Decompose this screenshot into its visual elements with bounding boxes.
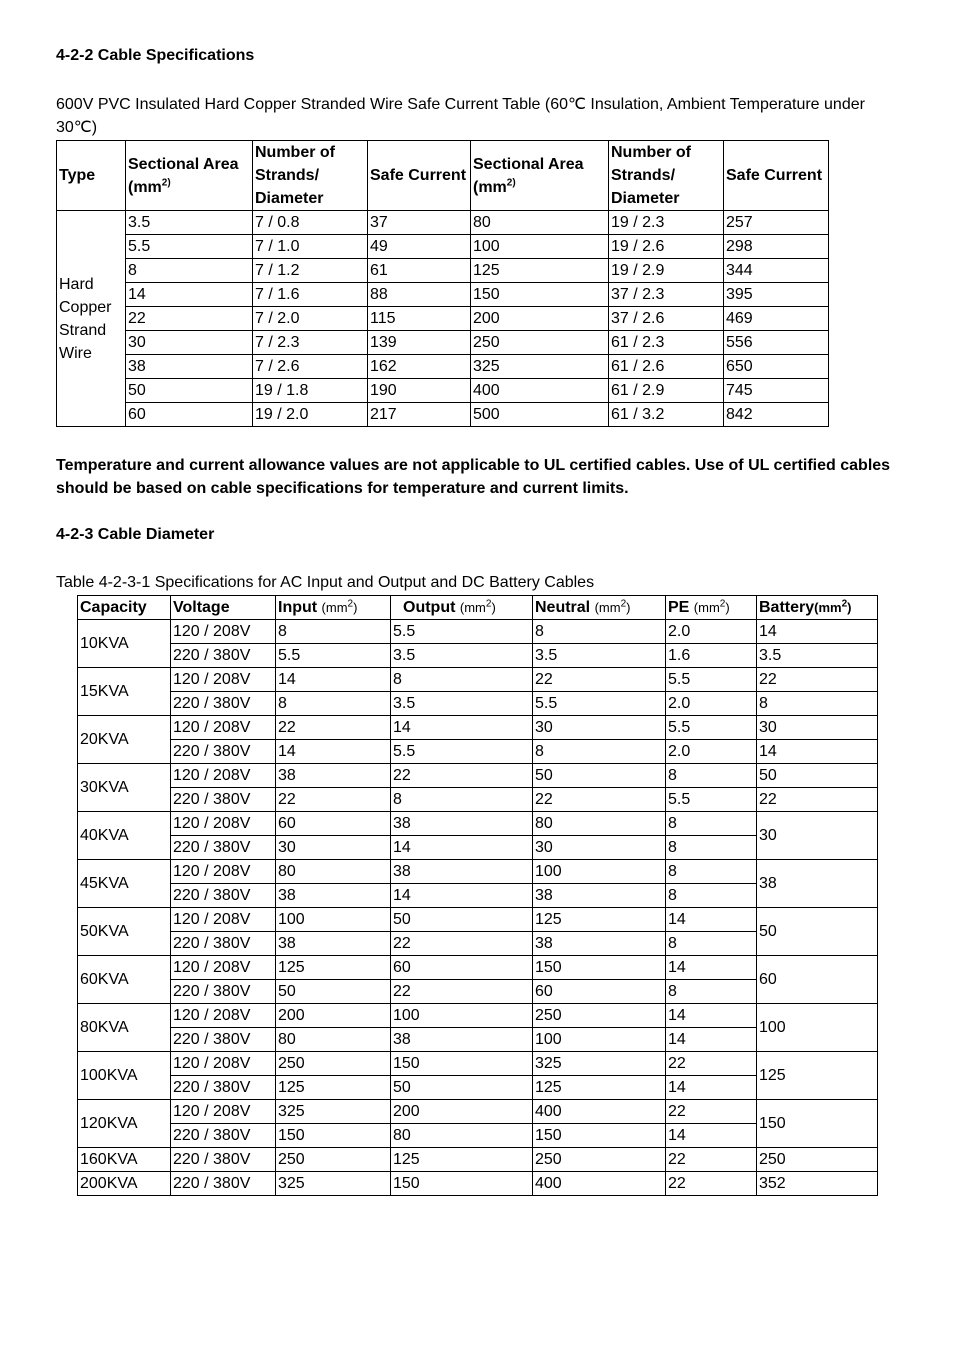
header-pe: PE $(mm^2)$: [666, 596, 757, 620]
table-cell: 60: [533, 980, 666, 1004]
table-cell: 61 / 3.2: [609, 403, 724, 427]
table-cell: 14: [391, 884, 533, 908]
table-cell: 7 / 0.8: [253, 211, 368, 235]
table-cell: 250: [276, 1148, 391, 1172]
table-cell: 14: [391, 836, 533, 860]
table-row: [57, 355, 829, 379]
table-cell: 22: [276, 788, 391, 812]
table-cell: 344: [724, 259, 829, 283]
voltage-cell: 220 / 380V: [171, 788, 276, 812]
table-cell: 7 / 1.6: [253, 283, 368, 307]
table-row: [78, 620, 878, 644]
table-cell: 22: [276, 716, 391, 740]
cable-diameter-table: [77, 595, 878, 1196]
table-cell: 100: [533, 1028, 666, 1052]
battery-cell: 30: [757, 812, 878, 860]
table-cell: 38: [126, 355, 253, 379]
table-cell: 19 / 2.3: [609, 211, 724, 235]
table-cell: 162: [368, 355, 471, 379]
capacity-cell: 30KVA: [78, 764, 171, 812]
table-cell: 8: [533, 740, 666, 764]
table-row: [78, 764, 878, 788]
table-row: [78, 812, 878, 836]
table-cell: 14: [666, 1004, 757, 1028]
capacity-cell: 15KVA: [78, 668, 171, 716]
table-cell: 125: [533, 1076, 666, 1100]
capacity-cell: 80KVA: [78, 1004, 171, 1052]
voltage-cell: 220 / 380V: [171, 1028, 276, 1052]
header-sectional-area: Sectional Area ($mm^{2)}$: [126, 141, 253, 211]
table-cell: 80: [276, 1028, 391, 1052]
capacity-cell: 200KVA: [78, 1172, 171, 1196]
table-cell: 5.5: [666, 788, 757, 812]
table-cell: 14: [757, 620, 878, 644]
table-cell: 38: [391, 860, 533, 884]
table-row: [57, 283, 829, 307]
table-cell: 325: [533, 1052, 666, 1076]
table-cell: 150: [533, 956, 666, 980]
voltage-cell: 220 / 380V: [171, 1148, 276, 1172]
table-cell: 125: [276, 956, 391, 980]
voltage-cell: 120 / 208V: [171, 860, 276, 884]
table-cell: 139: [368, 331, 471, 355]
table-cell: 3.5: [757, 644, 878, 668]
table-cell: 7 / 1.0: [253, 235, 368, 259]
table-cell: 30: [126, 331, 253, 355]
header-battery: $Battery(mm^2)$: [757, 596, 878, 620]
table-cell: 50: [533, 764, 666, 788]
table-cell: 80: [276, 860, 391, 884]
table-cell: 200: [391, 1100, 533, 1124]
table-cell: 38: [391, 812, 533, 836]
table-cell: 352: [757, 1172, 878, 1196]
table-cell: 250: [276, 1052, 391, 1076]
table-cell: 7 / 2.6: [253, 355, 368, 379]
table-cell: 19 / 1.8: [253, 379, 368, 403]
voltage-cell: 120 / 208V: [171, 1100, 276, 1124]
table-cell: 60: [391, 956, 533, 980]
table-cell: 250: [757, 1148, 878, 1172]
table-cell: 325: [276, 1100, 391, 1124]
table-row: [57, 379, 829, 403]
voltage-cell: 220 / 380V: [171, 1124, 276, 1148]
table-caption-safe-current: 600V PVC Insulated Hard Copper Stranded Wire Safe Current Table (60℃ Insulation, Ambient Temperature under 30℃): [56, 96, 865, 136]
table-cell: 7 / 2.3: [253, 331, 368, 355]
table-cell: 8: [666, 836, 757, 860]
table-cell: 80: [533, 812, 666, 836]
table-cell: 8: [391, 668, 533, 692]
table-cell: 3.5: [391, 692, 533, 716]
table-cell: 22: [757, 788, 878, 812]
table-cell: 61 / 2.3: [609, 331, 724, 355]
capacity-cell: 40KVA: [78, 812, 171, 860]
table-cell: 2.0: [666, 692, 757, 716]
table-cell: 38: [533, 884, 666, 908]
capacity-cell: 160KVA: [78, 1148, 171, 1172]
table-row: [78, 1172, 878, 1196]
table-cell: 19 / 2.9: [609, 259, 724, 283]
table-cell: 8: [666, 764, 757, 788]
voltage-cell: 120 / 208V: [171, 716, 276, 740]
capacity-cell: 45KVA: [78, 860, 171, 908]
table-cell: 22: [666, 1100, 757, 1124]
section-heading-cable-specifications: 4-2-2 Cable Specifications: [56, 47, 255, 64]
table-cell: 30: [533, 836, 666, 860]
table-cell: 37 / 2.6: [609, 307, 724, 331]
table-cell: 650: [724, 355, 829, 379]
table-cell: 150: [533, 1124, 666, 1148]
header-capacity: Capacity: [78, 596, 171, 620]
header-safe-current-2: Safe Current: [724, 141, 829, 211]
table-cell: 250: [533, 1004, 666, 1028]
table-row: [78, 644, 878, 668]
table-cell: 38: [276, 764, 391, 788]
table-cell: 100: [391, 1004, 533, 1028]
voltage-cell: 220 / 380V: [171, 884, 276, 908]
table-cell: 8: [666, 932, 757, 956]
table-cell: 7 / 1.2: [253, 259, 368, 283]
table-row: [57, 403, 829, 427]
capacity-cell: 20KVA: [78, 716, 171, 764]
table-cell: 7 / 2.0: [253, 307, 368, 331]
header-type: Type: [57, 141, 126, 211]
table-cell: 19 / 2.6: [609, 235, 724, 259]
header-neutral: Neutral $(mm^2)$: [533, 596, 666, 620]
table-row: [57, 259, 829, 283]
table-cell: 30: [533, 716, 666, 740]
table-row: [78, 740, 878, 764]
table-cell: 2.0: [666, 620, 757, 644]
battery-cell: 50: [757, 908, 878, 956]
table-cell: 22: [391, 764, 533, 788]
table-cell: 5.5: [533, 692, 666, 716]
table-cell: 22: [666, 1172, 757, 1196]
table-cell: 61 / 2.9: [609, 379, 724, 403]
table-cell: 61 / 2.6: [609, 355, 724, 379]
table-cell: 150: [276, 1124, 391, 1148]
table-cell: 22: [391, 980, 533, 1004]
table-cell: 8: [276, 620, 391, 644]
table-cell: 257: [724, 211, 829, 235]
table-cell: 125: [471, 259, 609, 283]
table-cell: 100: [533, 860, 666, 884]
table-cell: 8: [666, 812, 757, 836]
voltage-cell: 120 / 208V: [171, 956, 276, 980]
voltage-cell: 120 / 208V: [171, 1052, 276, 1076]
table-row: [78, 716, 878, 740]
table-cell: 395: [724, 283, 829, 307]
table-cell: 49: [368, 235, 471, 259]
header-input: Input $(mm^2)$: [276, 596, 391, 620]
voltage-cell: 220 / 380V: [171, 980, 276, 1004]
table-cell: 50: [276, 980, 391, 1004]
header-sectional-area-2: Sectional Area ($mm^{2)}$: [471, 141, 609, 211]
table-cell: 88: [368, 283, 471, 307]
table-cell: 22: [666, 1148, 757, 1172]
table-cell: 22: [126, 307, 253, 331]
table-header-row: [57, 141, 829, 211]
voltage-cell: 220 / 380V: [171, 692, 276, 716]
table-cell: 2.0: [666, 740, 757, 764]
table-cell: 14: [391, 716, 533, 740]
table-cell: 8: [533, 620, 666, 644]
table-cell: 298: [724, 235, 829, 259]
table-row: [57, 307, 829, 331]
section-heading-cable-diameter: 4-2-3 Cable Diameter: [56, 526, 215, 543]
capacity-cell: 60KVA: [78, 956, 171, 1004]
capacity-cell: 10KVA: [78, 620, 171, 668]
table-caption-cable-specs: Table 4-2-3-1 Specifications for AC Input and Output and DC Battery Cables: [56, 574, 595, 591]
voltage-cell: 120 / 208V: [171, 812, 276, 836]
table-row: [78, 1148, 878, 1172]
table-cell: 22: [533, 668, 666, 692]
table-cell: 8: [126, 259, 253, 283]
table-cell: 37: [368, 211, 471, 235]
battery-cell: 100: [757, 1004, 878, 1052]
header-safe-current: Safe Current: [368, 141, 471, 211]
table-cell: 1.6: [666, 644, 757, 668]
table-cell: 115: [368, 307, 471, 331]
safe-current-table: [56, 140, 829, 427]
table-cell: 14: [276, 668, 391, 692]
table-row: [78, 1052, 878, 1076]
table-cell: 250: [533, 1148, 666, 1172]
table-cell: 22: [757, 668, 878, 692]
table-row: [78, 860, 878, 884]
table-cell: 14: [666, 908, 757, 932]
table-cell: 100: [276, 908, 391, 932]
voltage-cell: 220 / 380V: [171, 836, 276, 860]
table-cell: 100: [471, 235, 609, 259]
table-row: [78, 692, 878, 716]
ul-note: Temperature and current allowance values are not applicable to UL certified cables. Use of UL certified cables should be based on cable specifications for temperature and current limits.: [56, 457, 891, 497]
table-cell: 150: [391, 1172, 533, 1196]
voltage-cell: 120 / 208V: [171, 668, 276, 692]
table-cell: 8: [666, 980, 757, 1004]
voltage-cell: 220 / 380V: [171, 644, 276, 668]
table-cell: 80: [471, 211, 609, 235]
table-header-row: [78, 596, 878, 620]
battery-cell: 38: [757, 860, 878, 908]
capacity-cell: 50KVA: [78, 908, 171, 956]
table-cell: 50: [126, 379, 253, 403]
voltage-cell: 120 / 208V: [171, 1004, 276, 1028]
table-cell: 38: [276, 932, 391, 956]
table-cell: 556: [724, 331, 829, 355]
table-cell: 325: [471, 355, 609, 379]
capacity-cell: 100KVA: [78, 1052, 171, 1100]
battery-cell: 150: [757, 1100, 878, 1148]
voltage-cell: 120 / 208V: [171, 908, 276, 932]
table-cell: 60: [126, 403, 253, 427]
table-cell: 217: [368, 403, 471, 427]
header-output: Output $(mm^2)$: [391, 596, 533, 620]
table-cell: 22: [533, 788, 666, 812]
table-cell: 125: [391, 1148, 533, 1172]
table-cell: 38: [391, 1028, 533, 1052]
table-cell: 80: [391, 1124, 533, 1148]
table-cell: 8: [666, 860, 757, 884]
table-cell: 14: [276, 740, 391, 764]
table-cell: 22: [391, 932, 533, 956]
table-cell: 3.5: [391, 644, 533, 668]
table-cell: 125: [533, 908, 666, 932]
header-strands-diameter: Number of Strands/ Diameter: [253, 141, 368, 211]
table-cell: 5.5: [391, 740, 533, 764]
voltage-cell: 120 / 208V: [171, 764, 276, 788]
table-cell: 14: [126, 283, 253, 307]
table-cell: 400: [533, 1100, 666, 1124]
table-cell: 22: [666, 1052, 757, 1076]
table-cell: 469: [724, 307, 829, 331]
voltage-cell: 220 / 380V: [171, 1172, 276, 1196]
table-cell: 745: [724, 379, 829, 403]
header-strands-diameter-2: Number of Strands/ Diameter: [609, 141, 724, 211]
table-cell: 14: [666, 1028, 757, 1052]
table-cell: 200: [471, 307, 609, 331]
table-cell: 5.5: [666, 668, 757, 692]
table-row: [78, 1100, 878, 1124]
table-cell: 190: [368, 379, 471, 403]
table-cell: 14: [757, 740, 878, 764]
table-cell: 3.5: [126, 211, 253, 235]
table-cell: 400: [471, 379, 609, 403]
table-cell: 150: [471, 283, 609, 307]
table-row: [57, 235, 829, 259]
capacity-cell: 120KVA: [78, 1100, 171, 1148]
table-cell: 500: [471, 403, 609, 427]
table-cell: 38: [533, 932, 666, 956]
table-cell: 50: [391, 1076, 533, 1100]
header-voltage: Voltage: [171, 596, 276, 620]
table-row: [78, 956, 878, 980]
table-cell: 125: [276, 1076, 391, 1100]
table-cell: 400: [533, 1172, 666, 1196]
table-cell: 50: [757, 764, 878, 788]
table-row: [78, 668, 878, 692]
table-cell: 8: [757, 692, 878, 716]
table-cell: 325: [276, 1172, 391, 1196]
voltage-cell: 220 / 380V: [171, 1076, 276, 1100]
table-cell: 14: [666, 956, 757, 980]
table-cell: 14: [666, 1076, 757, 1100]
table-cell: 37 / 2.3: [609, 283, 724, 307]
table-cell: 61: [368, 259, 471, 283]
table-row: [78, 788, 878, 812]
table-cell: 60: [276, 812, 391, 836]
table-cell: 5.5: [391, 620, 533, 644]
voltage-cell: 220 / 380V: [171, 740, 276, 764]
table-cell: 250: [471, 331, 609, 355]
table-cell: 3.5: [533, 644, 666, 668]
table-cell: 14: [666, 1124, 757, 1148]
voltage-cell: 120 / 208V: [171, 620, 276, 644]
table-cell: 8: [666, 884, 757, 908]
battery-cell: 60: [757, 956, 878, 1004]
table-cell: 8: [276, 692, 391, 716]
table-cell: 38: [276, 884, 391, 908]
table-cell: 19 / 2.0: [253, 403, 368, 427]
table-cell: 50: [391, 908, 533, 932]
table-row: [57, 331, 829, 355]
table-cell: 150: [391, 1052, 533, 1076]
table-row: [57, 211, 829, 235]
battery-cell: 125: [757, 1052, 878, 1100]
table-cell: 8: [391, 788, 533, 812]
table-cell: 5.5: [666, 716, 757, 740]
table-cell: 30: [757, 716, 878, 740]
table-cell: 5.5: [276, 644, 391, 668]
voltage-cell: 220 / 380V: [171, 932, 276, 956]
table-row: [78, 908, 878, 932]
table-row: [78, 1004, 878, 1028]
type-cell: Hard Copper Strand Wire: [57, 211, 126, 427]
table-cell: 5.5: [126, 235, 253, 259]
table-cell: 842: [724, 403, 829, 427]
table-cell: 200: [276, 1004, 391, 1028]
table-cell: 30: [276, 836, 391, 860]
